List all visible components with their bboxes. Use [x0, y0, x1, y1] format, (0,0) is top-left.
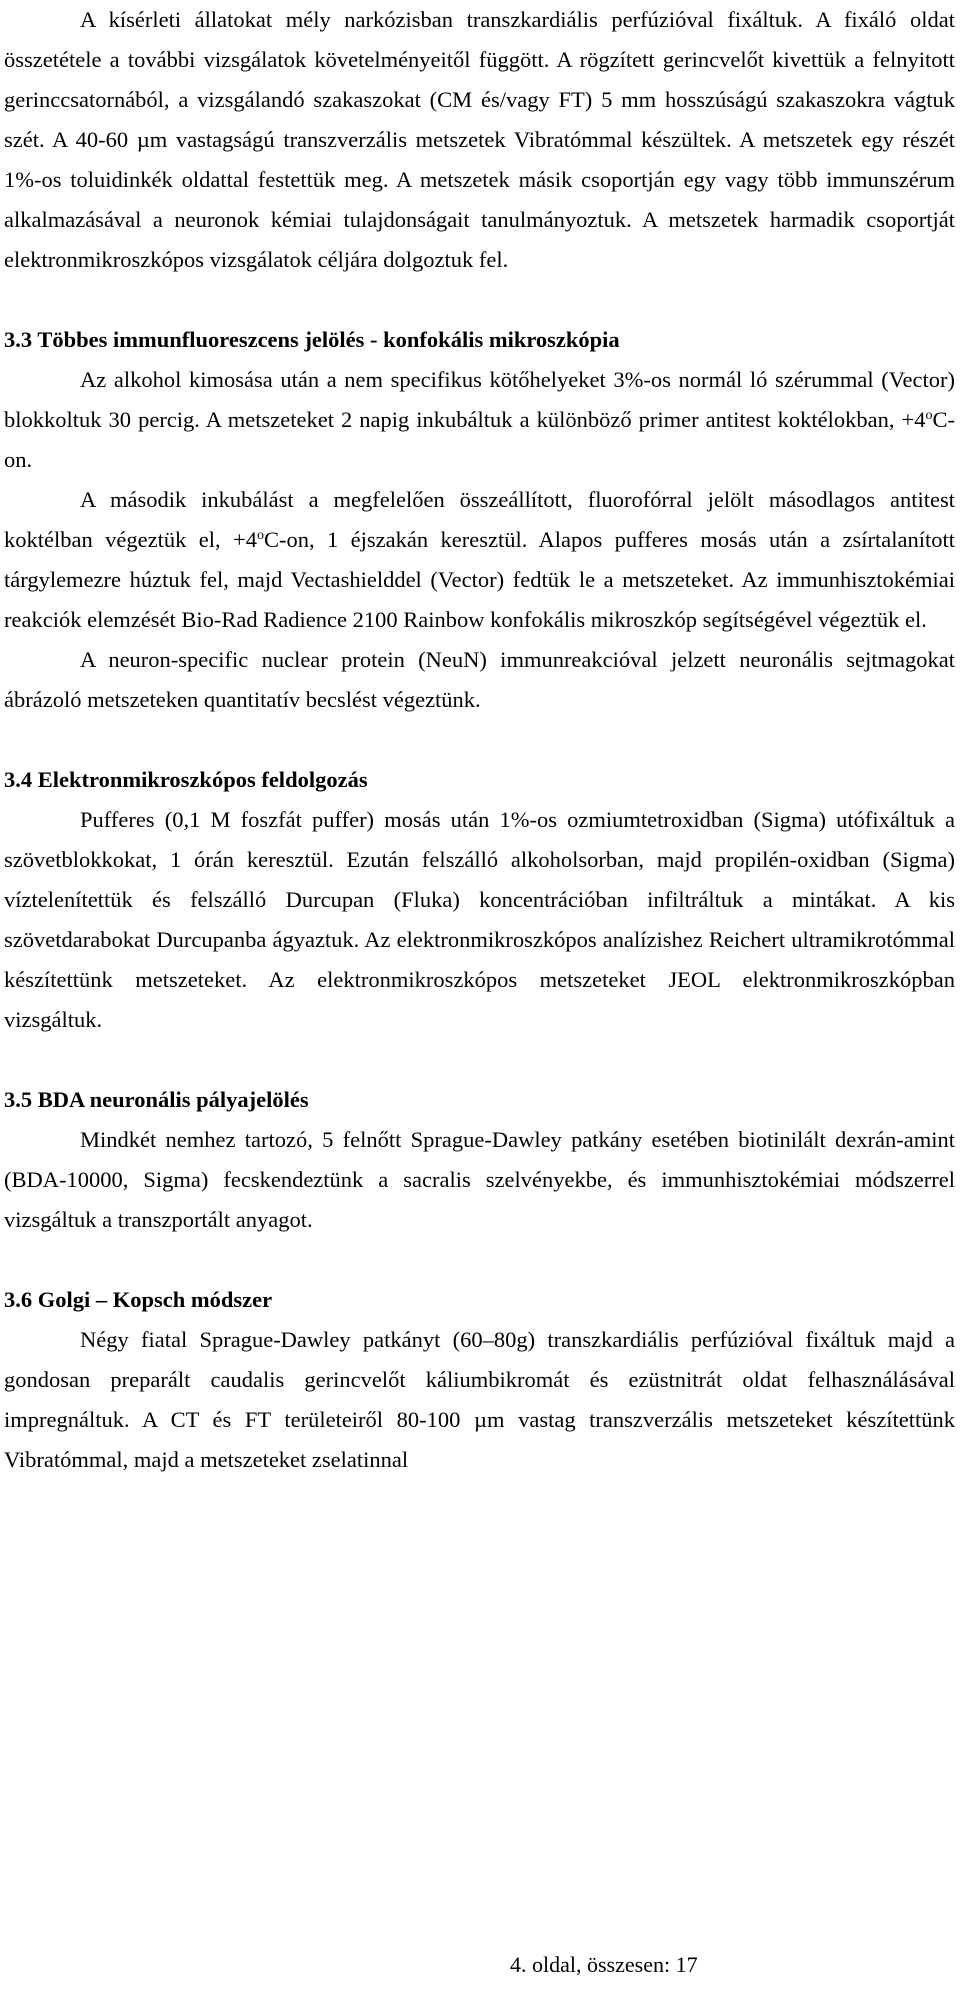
section-3-3-paragraph-2 — [4, 480, 955, 640]
section-3-6-heading: 3.6 Golgi – Kopsch módszer — [4, 1287, 273, 1312]
text-run: A második inkubálást a megfelelően összeállított, fluorofórral jelölt másodlagos antitest koktélban végeztük el, +4 — [4, 487, 955, 552]
intro-paragraph: A kísérleti állatokat mély narkózisban transzkardiális perfúzióval fixáltuk. A fixáló oldat összetétele a további vizsgálatok követelményeitől függött. A rögzített gerincvelőt kivettük a felnyitott gerinccsatornából, a vizsgálandó szakaszokat (CM és/vagy FT) 5 mm hosszúságú szakaszokra vágtuk szét. A 40-60 µm vastagságú transzverzális metszetek Vibratómmal készültek. A metszetek egy részét 1%-os toluidinkék oldattal festettük meg. A metszetek másik csoportján egy vagy több immunszérum alkalmazásával a neuronok kémiai tulajdonságait tanulmányoztuk. A metszetek harmadik csoportját elektronmikroszkópos vizsgálatok céljára dolgoztuk fel. — [4, 7, 955, 272]
text-run: C-on. — [4, 407, 955, 472]
section-3-5-paragraph-1: Mindkét nemhez tartozó, 5 felnőtt Sprague-Dawley patkány esetében biotinilált dexrán-amint (BDA-10000, Sigma) fecskendeztünk a sacralis szelvényekbe, és immunhisztokémiai módszerrel vizsgáltuk a transzportált anyagot. — [4, 1127, 955, 1232]
section-3-4-paragraph-1: Pufferes (0,1 M foszfát puffer) mosás után 1%-os ozmiumtetroxidban (Sigma) utófixáltuk a szövetblokkokat, 1 órán keresztül. Ezután felszálló alkoholsorban, majd propilén-oxidban (Sigma) víztelenítettük és felszálló Durcupan (Fluka) koncentrációban infiltráltuk a mintákat. A kis szövetdarabokat Durcupanba ágyaztuk. Az elektronmikroszkópos analízishez Reichert ultramikrotómmal készítettünk metszeteket. Az elektronmikroszkópos metszeteket JEOL elektronmikroszkópban vizsgáltuk. — [4, 807, 955, 1032]
section-3-4-heading: 3.4 Elektronmikroszkópos feldolgozás — [4, 767, 368, 792]
section-3-3-paragraph-3: A neuron-specific nuclear protein (NeuN) immunreakcióval jelzett neuronális sejtmagokat ábrázoló metszeteken quantitatív becslést végeztünk. — [4, 647, 955, 712]
degree-superscript: o — [925, 408, 933, 423]
section-3-6-paragraph-1: Négy fiatal Sprague-Dawley patkányt (60–80g) transzkardiális perfúzióval fixáltuk majd a gondosan preparált caudalis gerincvelőt káliumbikromát és ezüstnitrát oldat felhasználásával impregnáltuk. A CT és FT területeiről 80-100 µm vastag transzverzális metszeteket készítettünk Vibratómmal, majd a metszeteket zselatinnal — [4, 1327, 955, 1472]
section-3-3-heading: 3.3 Többes immunfluoreszcens jelölés - konfokális mikroszkópia — [4, 327, 620, 352]
text-run: C-on, 1 éjszakán keresztül. Alapos pufferes mosás után a zsírtalanított tárgylemezre húztuk fel, majd Vectashielddel (Vector) fedtük le a metszeteket. Az immunhisztokémiai reakciók elemzését Bio-Rad Radience 2100 Rainbow konfokális mikroszkóp segítségével végeztük el. — [4, 527, 955, 632]
text-run: Az alkohol kimosása után a nem specifikus kötőhelyeket 3%-os normál ló szérummal (Vector) blokkoltuk 30 percig. A metszeteket 2 napig inkubáltuk a különböző primer antitest koktélokban, +4 — [4, 367, 955, 432]
section-3-5-heading: 3.5 BDA neuronális pályajelölés — [4, 1087, 309, 1112]
page-number-footer: 4. oldal, összesen: 17 — [510, 1952, 698, 1977]
section-3-3-paragraph-1 — [4, 360, 955, 480]
degree-superscript: o — [256, 528, 264, 543]
page-content — [4, 0, 955, 1480]
